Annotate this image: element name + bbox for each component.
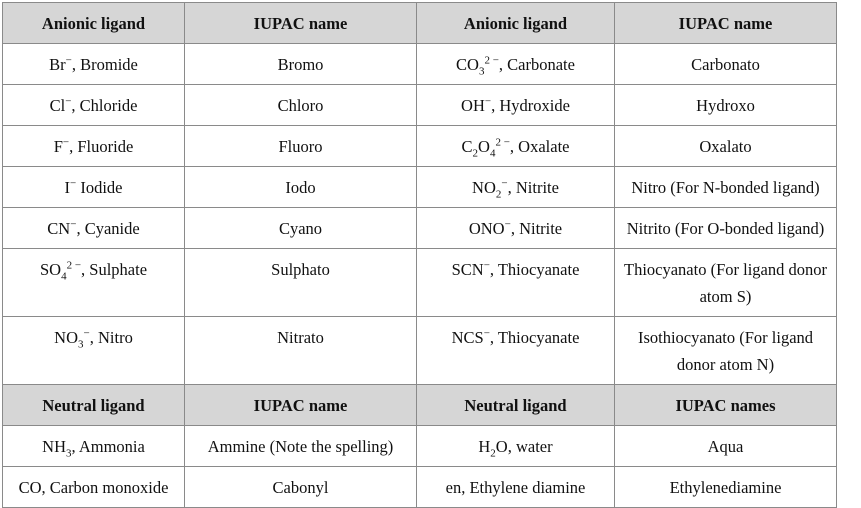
neutral-header-row — [3, 385, 837, 426]
iupac-cell: Ethylenediamine — [615, 467, 837, 508]
header-iupac-name: IUPAC name — [615, 3, 837, 44]
iupac-cell: Hydroxo — [615, 85, 837, 126]
ligand-cell: $NO_3^-$, Nitro — [3, 317, 185, 385]
ligand-cell: en, Ethylene diamine — [417, 467, 615, 508]
iupac-cell: Oxalato — [615, 126, 837, 167]
table-row — [3, 208, 837, 249]
iupac-cell: Sulphato — [185, 249, 417, 317]
iupac-cell: Ammine (Note the spelling) — [185, 426, 417, 467]
table-row — [3, 44, 837, 85]
iupac-cell: Aqua — [615, 426, 837, 467]
table-row — [3, 126, 837, 167]
ligand-cell: I− Iodide — [3, 167, 185, 208]
iupac-cell: Fluoro — [185, 126, 417, 167]
header-anionic-ligand: Anionic ligand — [417, 3, 615, 44]
header-neutral-ligand: Neutral ligand — [3, 385, 185, 426]
ligand-cell: CN−, Cyanide — [3, 208, 185, 249]
table-row — [3, 426, 837, 467]
table-row — [3, 467, 837, 508]
header-neutral-ligand: Neutral ligand — [417, 385, 615, 426]
iupac-cell: Cyano — [185, 208, 417, 249]
ligand-table — [2, 2, 837, 508]
ligand-cell: $CO_3^{2 -}$, Carbonate — [417, 44, 615, 85]
ligand-cell: $C_2O_4^{2 -}$, Oxalate — [417, 126, 615, 167]
table-row — [3, 249, 837, 317]
ligand-cell: $NO_2^-$, Nitrite — [417, 167, 615, 208]
table-row — [3, 317, 837, 385]
iupac-cell: Nitrito (For O-bonded ligand) — [615, 208, 837, 249]
ligand-cell: ONO−, Nitrite — [417, 208, 615, 249]
iupac-cell: Nitro (For N-bonded ligand) — [615, 167, 837, 208]
ligand-cell: CO, Carbon monoxide — [3, 467, 185, 508]
iupac-cell: Cabonyl — [185, 467, 417, 508]
ligand-cell: NCS−, Thiocyanate — [417, 317, 615, 385]
iupac-cell: Carbonato — [615, 44, 837, 85]
ligand-cell: Br−, Bromide — [3, 44, 185, 85]
ligand-cell: SCN−, Thiocyanate — [417, 249, 615, 317]
iupac-cell: Thiocyanato (For ligand donor atom S) — [615, 249, 837, 317]
iupac-cell: Isothiocyanato (For ligand donor atom N) — [615, 317, 837, 385]
ligand-cell: Cl−, Chloride — [3, 85, 185, 126]
header-iupac-name: IUPAC name — [185, 385, 417, 426]
iupac-cell: Bromo — [185, 44, 417, 85]
ligand-cell: $H_2O$, water — [417, 426, 615, 467]
table-row — [3, 85, 837, 126]
ligand-cell: $NH_3$, Ammonia — [3, 426, 185, 467]
iupac-cell: Iodo — [185, 167, 417, 208]
anionic-header-row — [3, 3, 837, 44]
ligand-cell: $SO_4^{2 -}$, Sulphate — [3, 249, 185, 317]
header-iupac-names: IUPAC names — [615, 385, 837, 426]
header-anionic-ligand: Anionic ligand — [3, 3, 185, 44]
iupac-cell: Nitrato — [185, 317, 417, 385]
ligand-cell: F−, Fluoride — [3, 126, 185, 167]
header-iupac-name: IUPAC name — [185, 3, 417, 44]
ligand-cell: OH−, Hydroxide — [417, 85, 615, 126]
iupac-cell: Chloro — [185, 85, 417, 126]
table-row — [3, 167, 837, 208]
